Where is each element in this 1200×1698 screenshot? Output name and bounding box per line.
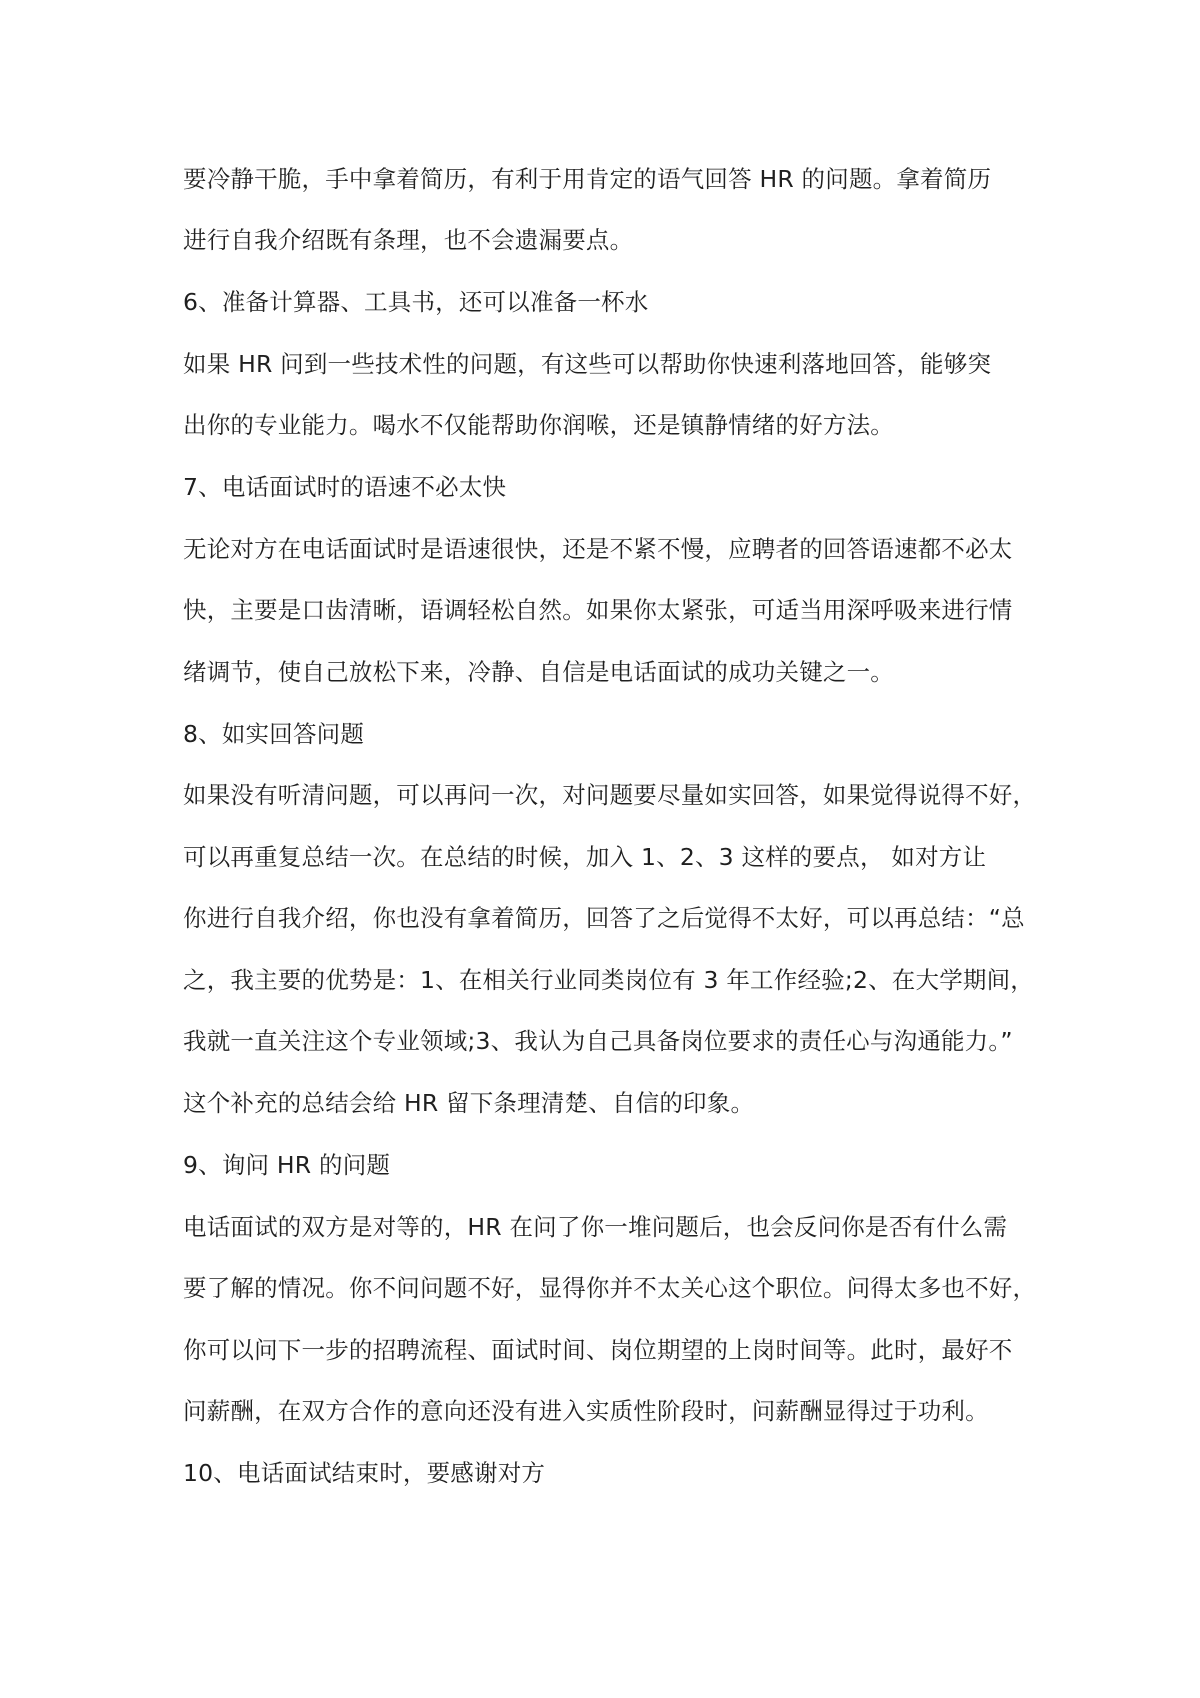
paragraph-line: 电话面试的双方是对等的，HR 在问了你一堆问题后，也会反问你是否有什么需	[183, 1213, 1008, 1241]
paragraph-line: 如果没有听清问题，可以再问一次，对问题要尽量如实回答，如果觉得说得不好，	[183, 781, 1037, 809]
paragraph-line: 你可以问下一步的招聘流程、面试时间、岗位期望的上岗时间等。此时，最好不	[183, 1336, 1013, 1364]
section-heading-9: 9、询问 HR 的问题	[183, 1151, 391, 1179]
paragraph-line: 绪调节，使自己放松下来，冷静、自信是电话面试的成功关键之一。	[183, 658, 894, 686]
paragraph-line: 快，主要是口齿清晰，语调轻松自然。如果你太紧张，可适当用深呼吸来进行情	[183, 596, 1013, 624]
paragraph-line: 这个补充的总结会给 HR 留下条理清楚、自信的印象。	[183, 1089, 755, 1117]
paragraph-line: 我就一直关注这个专业领域;3、我认为自己具备岗位要求的责任心与沟通能力。”	[183, 1027, 1013, 1055]
section-heading-6: 6、准备计算器、工具书，还可以准备一杯水	[183, 288, 649, 316]
paragraph-line: 要了解的情况。你不问问题不好，显得你并不太关心这个职位。问得太多也不好，	[183, 1274, 1037, 1302]
paragraph-line: 之，我主要的优势是：1、在相关行业同类岗位有 3 年工作经验;2、在大学期间，	[183, 966, 1035, 994]
section-heading-7: 7、电话面试时的语速不必太快	[183, 473, 507, 501]
section-heading-8: 8、如实回答问题	[183, 720, 365, 748]
paragraph-line: 可以再重复总结一次。在总结的时候，加入 1、2、3 这样的要点， 如对方让	[183, 843, 987, 871]
paragraph-line: 问薪酬，在双方合作的意向还没有进入实质性阶段时，问薪酬显得过于功利。	[183, 1397, 989, 1425]
section-heading-10: 10、电话面试结束时，要感谢对方	[183, 1459, 546, 1487]
paragraph-line: 无论对方在电话面试时是语速很快，还是不紧不慢，应聘者的回答语速都不必太	[183, 535, 1013, 563]
paragraph-line: 你进行自我介绍，你也没有拿着简历，回答了之后觉得不太好，可以再总结：“总	[183, 904, 1025, 932]
paragraph-line: 进行自我介绍既有条理，也不会遗漏要点。	[183, 226, 634, 254]
paragraph-line: 出你的专业能力。喝水不仅能帮助你润喉，还是镇静情绪的好方法。	[183, 411, 894, 439]
paragraph-line: 如果 HR 问到一些技术性的问题，有这些可以帮助你快速利落地回答，能够突	[183, 350, 992, 378]
paragraph-line: 要冷静干脆，手中拿着简历，有利于用肯定的语气回答 HR 的问题。拿着简历	[183, 165, 992, 193]
